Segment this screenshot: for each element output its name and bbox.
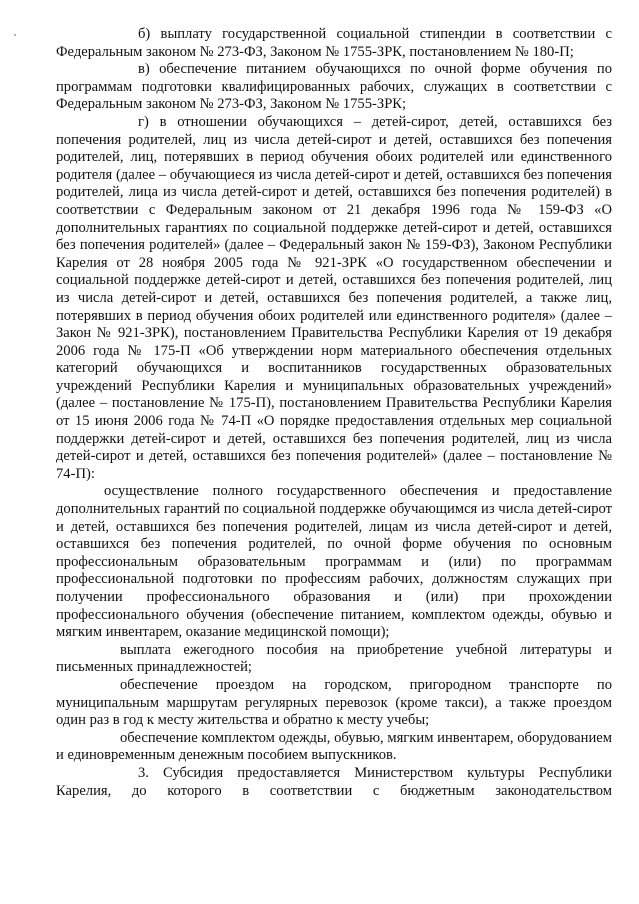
scan-speck bbox=[14, 34, 16, 36]
paragraph-g: г) в отношении обучающихся – детей-сирот, детей, оставшихся без попечения родителей, лиц из числа детей-сирот и детей, оставшихся без попечения родителей, лиц, потерявших в период обучения обоих родителей или единственного родителя (далее – обучающиеся из числа детей-сирот и детей, оставшихся без попечения родителей, лица из числа детей-сирот и детей, оставшихся без попечения родителей) в соответствии с Федеральным законом от 21 декабря 1996 года № 159-ФЗ «О дополнительных гарантиях по социальной поддержке детей-сирот и детей, оставшихся без попечения родителей» (далее – Федеральный закон № 159-ФЗ), Законом Республики Карелия от 28 ноября 2005 года № 921-ЗРК «О государственном обеспечении и социальной поддержке детей-сирот и детей, оставшихся без попечения родителей, лиц из числа детей-сирот и детей, оставшихся без попечения родителей, а также лиц, потерявших в период обучения обоих родителей или единственного родителя» (далее – Закон № 921-ЗРК), постановлением Правительства Республики Карелия от 19 декабря 2006 года № 175-П «Об утверждении норм материального обеспечения отдельных категорий обучающихся и воспитанников государственных образовательных учреждений Республики Карелия и муниципальных образовательных учреждений» (далее – постановление № 175-П), постановлением Правительства Республики Карелия от 15 июня 2006 года № 74-П «О порядке предоставления отдельных мер социальной поддержки детей-сирот и детей, оставшихся без попечения родителей, лиц из числа детей-сирот и детей, оставшихся без попечения родителей» (далее – постановление № 74-П): bbox=[56, 113, 612, 482]
paragraph-g-item-2: выплата ежегодного пособия на приобретение учебной литературы и письменных принадлежностей; bbox=[56, 641, 612, 676]
paragraph-g-item-4: обеспечение комплектом одежды, обувью, мягким инвентарем, оборудованием и единовременным денежным пособием выпускников. bbox=[56, 729, 612, 764]
paragraph-g-item-1: осуществление полного государственного обеспечения и предоставление дополнительных гарантий по социальной поддержке обучающимся из числа детей-сирот и детей, оставшихся без попечения родителей, лицам из числа детей-сирот и детей, оставшихся без попечения родителей, по очной форме обучения по основным профессиональным образовательным программам и (или) по программам профессиональной подготовки по профессиям рабочих, должностям служащих при получении профессионального образования и (или) при прохождении профессионального обучения (обеспечение питанием, комплектом одежды, обувью и мягким инвентарем, оказание медицинской помощи); bbox=[56, 483, 612, 641]
paragraph-v: в) обеспечение питанием обучающихся по очной форме обучения по программам подготовки квалифицированных рабочих, служащих в соответствии с Федеральным законом № 273-ФЗ, Законом № 1755-ЗРК; bbox=[56, 61, 612, 113]
document-page bbox=[56, 26, 612, 800]
paragraph-g-item-3: обеспечение проездом на городском, пригородном транспорте по муниципальным маршрутам регулярных перевозок (кроме такси), а также проездом один раз в год к месту жительства и обратно к месту учебы; bbox=[56, 676, 612, 729]
paragraph-b: б) выплату государственной социальной стипендии в соответствии с Федеральным законом № 273-ФЗ, Законом № 1755-ЗРК, постановлением № 180-П; bbox=[56, 26, 612, 60]
paragraph-3: 3. Субсидия предоставляется Министерством культуры Республики Карелия, до которого в соответствии с бюджетным законодательством bbox=[56, 764, 612, 799]
